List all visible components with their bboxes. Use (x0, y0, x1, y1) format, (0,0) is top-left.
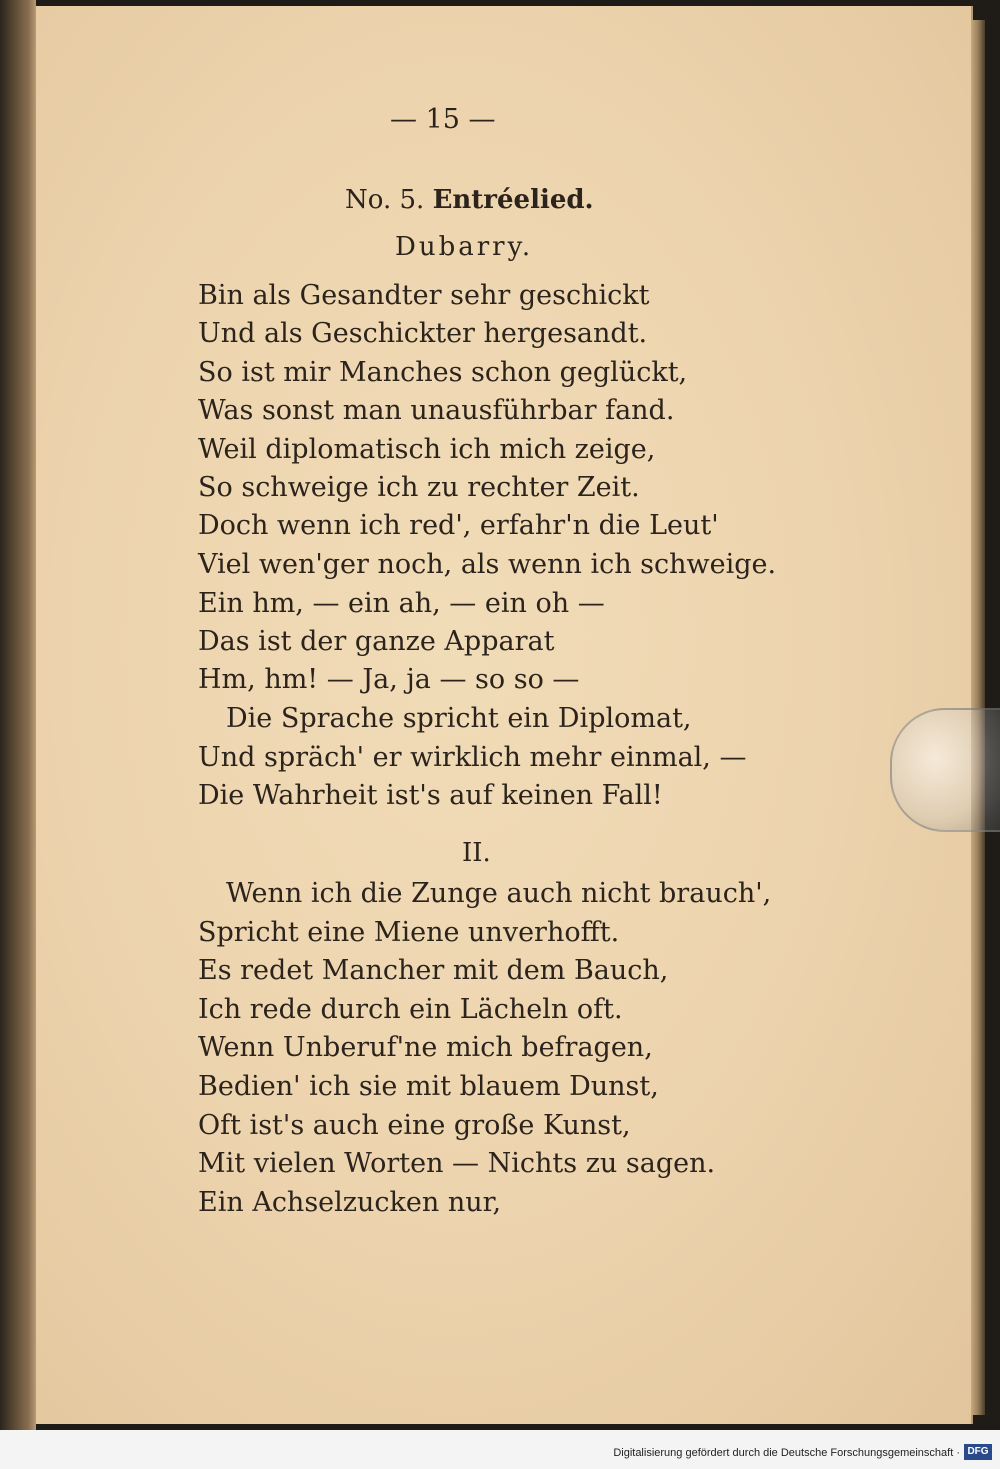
book-spine (0, 0, 36, 1430)
speaker-name: Dubarry. (395, 232, 534, 262)
verse-line: Wenn Unberuf'ne mich befragen, (198, 1032, 653, 1063)
song-title (345, 185, 594, 215)
verse-line: Doch wenn ich red', erfahr'n die Leut' (198, 510, 719, 541)
verse-line: Und spräch' er wirklich mehr einmal, — (198, 742, 747, 773)
dfg-logo: DFG (964, 1444, 992, 1460)
stanza-number: II. (462, 838, 491, 868)
verse-line: Oft ist's auch eine große Kunst, (198, 1110, 631, 1141)
verse-line: Ein Achselzucken nur, (198, 1187, 502, 1218)
page-number: — 15 — (390, 104, 496, 135)
song-name: Entréelied. (432, 185, 594, 215)
verse-line: Und als Geschickter hergesandt. (198, 318, 648, 349)
verse-line: Bedien' ich sie mit blauem Dunst, (198, 1071, 659, 1102)
verse-line: So ist mir Manches schon geglückt, (198, 357, 688, 388)
verse-line: Wenn ich die Zunge auch nicht brauch', (226, 878, 772, 909)
verse-line: So schweige ich zu rechter Zeit. (198, 472, 640, 503)
verse-line: Die Wahrheit ist's auf keinen Fall! (198, 780, 663, 811)
verse-line: Das ist der ganze Apparat (198, 626, 555, 657)
verse-line: Ein hm, — ein ah, — ein oh — (198, 588, 605, 619)
verse-line: Spricht eine Miene unverhofft. (198, 917, 620, 948)
digitization-credit: Digitalisierung gefördert durch die Deutsche Forschungsgemeinschaft · (613, 1447, 960, 1459)
verse-line: Mit vielen Worten — Nichts zu sagen. (198, 1148, 716, 1179)
verse-line: Hm, hm! — Ja, ja — so so — (198, 664, 580, 695)
verse-line: Was sonst man unausführbar fand. (198, 395, 675, 426)
verse-line: Die Sprache spricht ein Diplomat, (226, 703, 692, 734)
song-number: No. 5. (345, 185, 425, 215)
verse-line: Weil diplomatisch ich mich zeige, (198, 434, 656, 465)
verse-line: Bin als Gesandter sehr geschickt (198, 280, 650, 311)
verse-line: Ich rede durch ein Lächeln oft. (198, 994, 623, 1025)
verse-line: Viel wen'ger noch, als wenn ich schweige. (198, 549, 777, 580)
page-clip (890, 708, 1000, 832)
verse-line: Es redet Mancher mit dem Bauch, (198, 955, 669, 986)
